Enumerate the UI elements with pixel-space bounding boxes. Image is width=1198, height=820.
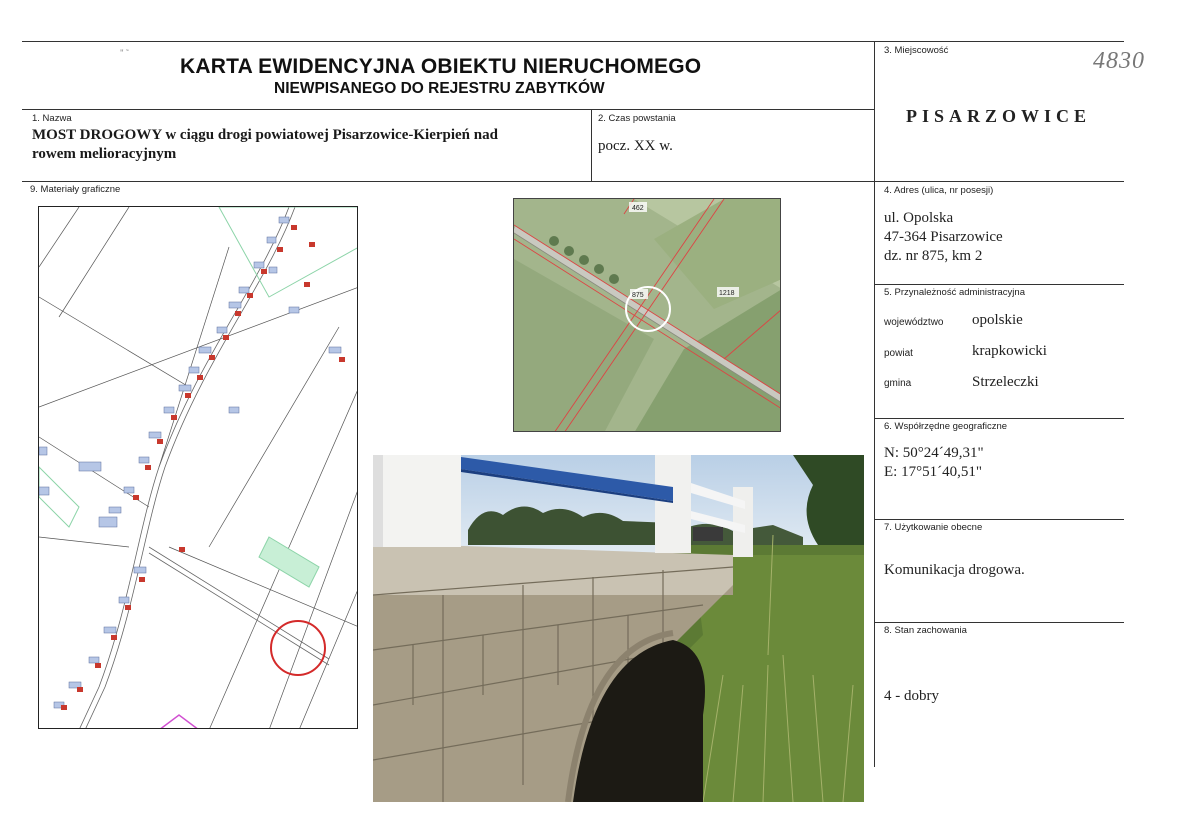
field-3-value: PISARZOWICE: [906, 106, 1092, 126]
gmina-label: gmina: [884, 378, 912, 389]
field-7-value: Komunikacja drogowa.: [884, 562, 1025, 578]
field-3-label: 3. Miejscowość: [884, 45, 949, 56]
field-1-label: 1. Nazwa: [32, 113, 72, 124]
row2-top: [22, 181, 1124, 182]
aerial-label-462: 462: [632, 205, 644, 212]
coord-n: N: 50°24´49,31": [884, 445, 984, 461]
field-8-value: 4 - dobry: [884, 688, 939, 704]
card-subtitle: NIEWPISANEGO DO REJESTRU ZABYTKÓW: [274, 80, 605, 97]
gmina-value: Strzeleczki: [972, 374, 1039, 390]
field-7-top: [874, 519, 1124, 520]
aerial-label-1218: 1218: [719, 290, 735, 297]
field-6-top: [874, 418, 1124, 419]
field-4-line2: 47-364 Pisarzowice: [884, 229, 1003, 245]
field-4-label: 4. Adres (ulica, nr posesji): [884, 185, 994, 196]
cadastral-map-drawing: [39, 207, 358, 729]
field-8-label: 8. Stan zachowania: [884, 625, 967, 636]
row1-divider: [591, 109, 592, 181]
aerial-photo-drawing: [514, 199, 781, 432]
powiat-label: powiat: [884, 348, 913, 359]
handwritten-number: 4830: [1093, 48, 1145, 74]
field-6-label: 6. Współrzędne geograficzne: [884, 421, 1008, 432]
field-1-value-line1: MOST DROGOWY w ciągu drogi powiatowej Pisarzowice-Kierpień nad: [32, 127, 498, 143]
field-2-label: 2. Czas powstania: [598, 113, 676, 124]
bridge-photo: [373, 455, 864, 802]
header-mark: " ˜: [120, 48, 129, 58]
powiat-value: krapkowicki: [972, 343, 1047, 359]
top-border: [22, 41, 1124, 42]
wojewodztwo-value: opolskie: [972, 312, 1023, 328]
field-1-value-line2: rowem melioracyjnym: [32, 146, 177, 162]
field-2-value: pocz. XX w.: [598, 138, 673, 154]
field-4-line1: ul. Opolska: [884, 210, 954, 226]
wojewodztwo-label: województwo: [884, 317, 944, 328]
field-9-label: 9. Materiały graficzne: [30, 184, 121, 195]
field-4-line3: dz. nr 875, km 2: [884, 248, 983, 264]
field-5-label: 5. Przynależność administracyjna: [884, 287, 1025, 298]
field-5-top: [874, 284, 1124, 285]
bridge-photo-drawing: [373, 455, 864, 802]
field-8-top: [874, 622, 1124, 623]
aerial-label-875: 875: [632, 292, 644, 299]
cadastral-map: [38, 206, 358, 729]
right-column-divider: [874, 41, 875, 767]
row1-top: [22, 109, 874, 110]
card-title: KARTA EWIDENCYJNA OBIEKTU NIERUCHOMEGO: [180, 55, 702, 78]
coord-e: E: 17°51´40,51": [884, 464, 982, 480]
aerial-photo: [513, 198, 781, 432]
field-7-label: 7. Użytkowanie obecne: [884, 522, 983, 533]
